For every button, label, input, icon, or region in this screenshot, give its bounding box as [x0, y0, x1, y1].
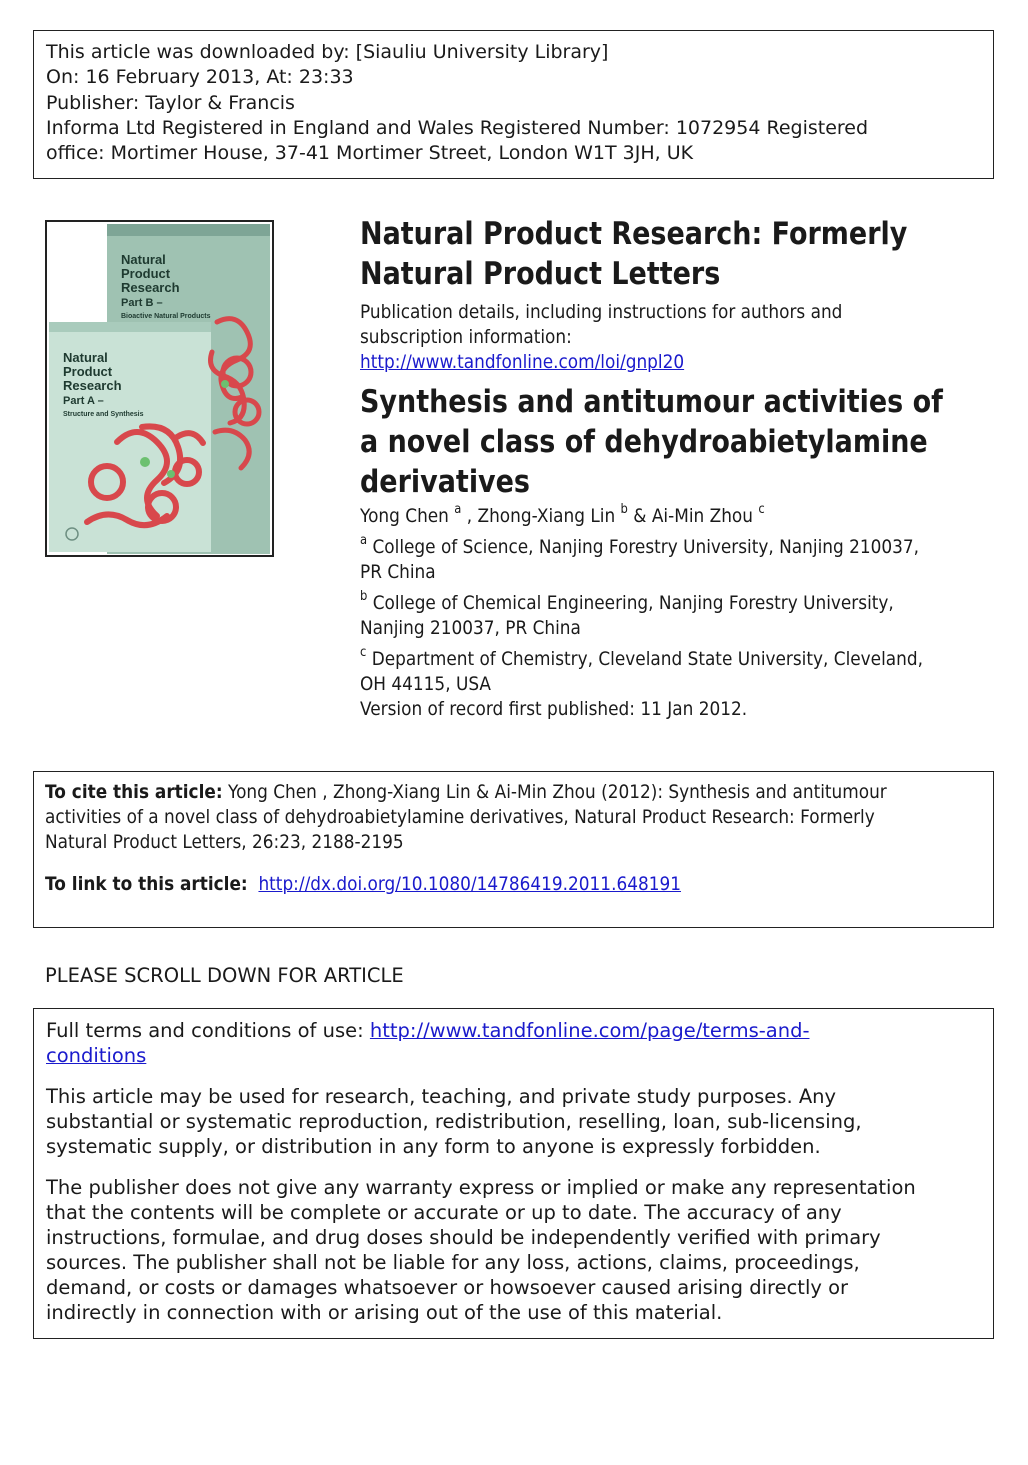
- journal-url-link[interactable]: http://www.tandfonline.com/loi/gnpl20: [360, 351, 685, 373]
- cover-illustration: [47, 222, 272, 555]
- terms-intro: [46, 1018, 981, 1068]
- cover-back-title-line: Research: [121, 280, 180, 295]
- download-line: This article was downloaded by: [Siauliu University Library]: [46, 41, 609, 63]
- author-name: Ai-Min Zhou: [651, 505, 753, 527]
- article-title: [360, 382, 995, 502]
- doi-link[interactable]: http://dx.doi.org/10.1080/14786419.2011.648191: [258, 873, 682, 895]
- cover-front-title-line: Natural: [63, 350, 108, 365]
- link-label: To link to this article:: [45, 873, 248, 895]
- terms-line: demand, or costs or damages whatsoever or howsoever caused arising directly or: [46, 1276, 849, 1299]
- author-name: Zhong-Xiang Lin: [477, 505, 616, 527]
- download-line: Informa Ltd Registered in England and Wales Registered Number: 1072954 Registered: [46, 116, 869, 139]
- affiliation-text: College of Science, Nanjing Forestry University, Nanjing 210037,: [372, 536, 920, 558]
- affiliation-text: Nanjing 210037, PR China: [360, 617, 581, 639]
- cover-back-title-line: Part B –: [121, 297, 163, 309]
- author-separator: &: [627, 505, 652, 527]
- cover-back-title-line: Natural: [121, 252, 166, 267]
- terms-line: substantial or systematic reproduction, redistribution, reselling, loan, sub-licensing,: [46, 1110, 862, 1133]
- affiliation: [360, 535, 1001, 585]
- affiliation: [360, 591, 1001, 641]
- cite-label: To cite this article:: [45, 781, 223, 803]
- publication-details: [360, 300, 1001, 375]
- terms-intro-text: Full terms and conditions of use:: [46, 1019, 370, 1042]
- version-of-record: Version of record first published: 11 Jan 2012.: [360, 698, 748, 720]
- cover-front-title-line: Structure and Synthesis: [63, 411, 144, 418]
- terms-link[interactable]: conditions: [46, 1044, 147, 1067]
- journal-cover-image: [45, 220, 274, 557]
- cite-line: Yong Chen , Zhong-Xiang Lin & Ai-Min Zhou (2012): Synthesis and antitumour: [227, 781, 887, 803]
- affiliation-text: PR China: [360, 561, 436, 583]
- article-title-line: derivatives: [360, 464, 530, 500]
- citation-box: [33, 771, 994, 928]
- article-title-line: a novel class of dehydroabietylamine: [360, 424, 928, 460]
- journal-title-line: Natural Product Letters: [360, 256, 721, 292]
- affiliation-text: Department of Chemistry, Cleveland State University, Cleveland,: [371, 648, 923, 670]
- author-separator: ,: [461, 505, 478, 527]
- download-line: On: 16 February 2013, At: 23:33: [46, 66, 354, 89]
- author-list: [360, 504, 1001, 529]
- article-title-line: Synthesis and antitumour activities of: [360, 384, 943, 420]
- download-line: Publisher: Taylor & Francis: [46, 91, 295, 114]
- publication-details-line: subscription information:: [360, 326, 572, 348]
- article-info: [360, 214, 1000, 722]
- journal-title: [360, 214, 995, 294]
- terms-line: indirectly in connection with or arising out of the use of this material.: [46, 1301, 723, 1324]
- terms-line: sources. The publisher shall not be liable for any loss, actions, claims, proceedings,: [46, 1251, 860, 1274]
- author-affiliation-mark: c: [758, 502, 765, 517]
- cite-line: Natural Product Letters, 26:23, 2188-2195: [45, 831, 404, 853]
- affiliation-mark: b: [360, 589, 368, 604]
- affiliation-text: College of Chemical Engineering, Nanjing Forestry University,: [372, 592, 894, 614]
- cover-front-title-line: Product: [63, 364, 113, 379]
- author-affiliation-mark: b: [620, 502, 628, 517]
- citation-text: [45, 780, 988, 897]
- journal-title-line: Natural Product Research: Formerly: [360, 216, 908, 252]
- terms-line: systematic supply, or distribution in any form to anyone is expressly forbidden.: [46, 1135, 821, 1158]
- affiliation: [360, 647, 1001, 697]
- cite-line: activities of a novel class of dehydroabietylamine derivatives, Natural Product Research: Formerly: [45, 806, 875, 828]
- cover-front-title-line: Part A –: [63, 395, 104, 407]
- terms-line: The publisher does not give any warranty express or implied or make any representation: [46, 1176, 916, 1199]
- terms-line: instructions, formulae, and drug doses should be independently verified with primary: [46, 1226, 881, 1249]
- terms-paragraph: [46, 1084, 981, 1159]
- publication-details-line: Publication details, including instructions for authors and: [360, 301, 843, 323]
- download-line: office: Mortimer House, 37-41 Mortimer Street, London W1T 3JH, UK: [46, 142, 694, 165]
- cover-back-title-line: Product: [121, 266, 171, 281]
- download-notice-box: [33, 30, 994, 179]
- author-affiliation-mark: a: [454, 502, 462, 517]
- affiliation-text: OH 44115, USA: [360, 673, 491, 695]
- cover-back-title-line: Bioactive Natural Products: [121, 313, 211, 320]
- terms-line: that the contents will be complete or accurate or up to date. The accuracy of any: [46, 1201, 842, 1224]
- scroll-down-note: PLEASE SCROLL DOWN FOR ARTICLE: [45, 964, 404, 987]
- terms-paragraph: [46, 1175, 981, 1325]
- author-name: Yong Chen: [360, 505, 449, 527]
- affiliation-mark: c: [360, 645, 367, 660]
- terms-box: [33, 1008, 994, 1339]
- affiliation-mark: a: [360, 533, 368, 548]
- terms-line: This article may be used for research, teaching, and private study purposes. Any: [46, 1085, 837, 1108]
- terms-link[interactable]: http://www.tandfonline.com/page/terms-and-: [369, 1019, 810, 1042]
- cover-front-title-line: Research: [63, 378, 122, 393]
